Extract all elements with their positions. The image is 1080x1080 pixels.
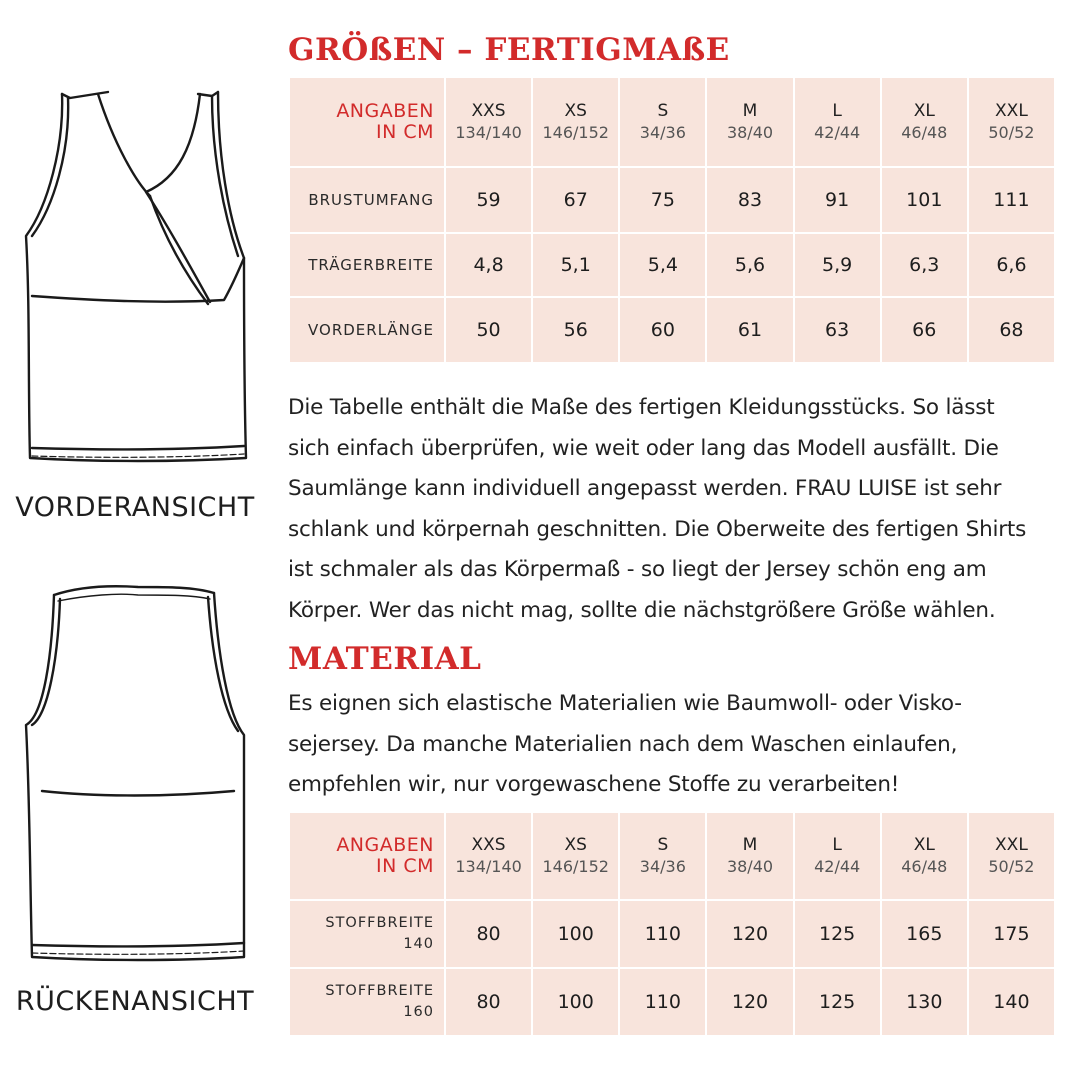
table-cell: 101 bbox=[882, 168, 967, 232]
table-cell: 6,3 bbox=[882, 234, 967, 296]
table-cell: 120 bbox=[707, 901, 792, 967]
table-cell: 50 bbox=[446, 298, 531, 362]
size-col-m bbox=[707, 78, 792, 166]
size-col-xxs bbox=[446, 813, 531, 899]
row-label-line-1: STOFFBREITE bbox=[325, 983, 434, 999]
fabric-table-corner bbox=[290, 813, 444, 899]
size-name: XL bbox=[913, 101, 935, 121]
table-row bbox=[290, 298, 1054, 362]
size-table bbox=[288, 76, 1056, 364]
size-range: 46/48 bbox=[901, 857, 948, 876]
table-cell: 100 bbox=[533, 969, 618, 1035]
row-label-traegerbreite: TRÄGERBREITE bbox=[290, 234, 444, 296]
row-label-brustumfang: BRUSTUMFANG bbox=[290, 168, 444, 232]
size-name: L bbox=[832, 101, 842, 121]
size-col-s bbox=[620, 813, 705, 899]
corner-line-1: ANGABEN bbox=[336, 100, 434, 122]
material-line: Es eignen sich elastische Materialien wie Baumwoll- oder Visko- bbox=[288, 691, 962, 716]
corner-line-1: ANGABEN bbox=[336, 834, 434, 856]
table-cell: 56 bbox=[533, 298, 618, 362]
description-paragraph bbox=[288, 388, 1063, 631]
size-range: 146/152 bbox=[542, 123, 609, 142]
table-cell: 60 bbox=[620, 298, 705, 362]
size-name: XXL bbox=[995, 101, 1028, 121]
row-label-line-2: 140 bbox=[403, 936, 434, 952]
size-col-xl bbox=[882, 813, 967, 899]
size-col-xs bbox=[533, 813, 618, 899]
table-cell: 175 bbox=[969, 901, 1054, 967]
size-name: S bbox=[657, 101, 669, 121]
table-cell: 5,6 bbox=[707, 234, 792, 296]
size-name: XXS bbox=[471, 101, 506, 121]
table-cell: 111 bbox=[969, 168, 1054, 232]
corner-line-2: IN CM bbox=[375, 121, 434, 143]
table-cell: 80 bbox=[446, 901, 531, 967]
size-range: 42/44 bbox=[814, 857, 861, 876]
size-table-header-row bbox=[290, 78, 1054, 166]
size-range: 46/48 bbox=[901, 123, 948, 142]
table-cell: 75 bbox=[620, 168, 705, 232]
table-cell: 100 bbox=[533, 901, 618, 967]
size-name: XS bbox=[564, 101, 587, 121]
size-range: 34/36 bbox=[639, 857, 686, 876]
row-label-stoffbreite-160 bbox=[290, 969, 444, 1035]
size-col-xxl bbox=[969, 78, 1054, 166]
row-label-vorderlaenge: VORDERLÄNGE bbox=[290, 298, 444, 362]
size-col-l bbox=[795, 78, 880, 166]
description-line: Körper. Wer das nicht mag, sollte die nächstgrößere Größe wählen. bbox=[288, 597, 996, 623]
size-range: 38/40 bbox=[726, 857, 774, 876]
table-cell: 63 bbox=[795, 298, 880, 362]
size-name: XXL bbox=[995, 835, 1028, 855]
table-cell: 165 bbox=[882, 901, 967, 967]
size-col-xxs bbox=[446, 78, 531, 166]
size-range: 34/36 bbox=[639, 123, 686, 142]
size-name: M bbox=[742, 101, 758, 121]
table-cell: 67 bbox=[533, 168, 618, 232]
size-range: 42/44 bbox=[814, 123, 861, 142]
table-cell: 130 bbox=[882, 969, 967, 1035]
table-cell: 91 bbox=[795, 168, 880, 232]
table-cell: 4,8 bbox=[446, 234, 531, 296]
table-cell: 125 bbox=[795, 901, 880, 967]
size-col-xl bbox=[882, 78, 967, 166]
size-name: M bbox=[742, 835, 758, 855]
table-cell: 5,4 bbox=[620, 234, 705, 296]
table-cell: 80 bbox=[446, 969, 531, 1035]
fabric-table-header-row bbox=[290, 813, 1054, 899]
table-cell: 5,9 bbox=[795, 234, 880, 296]
size-name: XL bbox=[913, 835, 935, 855]
row-label-stoffbreite-140 bbox=[290, 901, 444, 967]
description-line: schlank und körpernah geschnitten. Die Oberweite des fertigen Shirts bbox=[288, 516, 1027, 542]
table-row bbox=[290, 168, 1054, 232]
front-top-drawing bbox=[18, 86, 258, 481]
size-name: XXS bbox=[471, 835, 506, 855]
description-line: sich einfach überprüfen, wie weit oder lang das Modell ausfällt. Die bbox=[288, 435, 999, 461]
size-table-corner bbox=[290, 78, 444, 166]
table-cell: 140 bbox=[969, 969, 1054, 1035]
front-view-sketch bbox=[18, 86, 258, 481]
table-cell: 110 bbox=[620, 901, 705, 967]
table-cell: 125 bbox=[795, 969, 880, 1035]
size-col-xs bbox=[533, 78, 618, 166]
fabric-table bbox=[288, 811, 1056, 1037]
size-range: 134/140 bbox=[455, 857, 522, 876]
description-line: ist schmaler als das Körpermaß - so liegt der Jersey schön eng am bbox=[288, 557, 987, 582]
table-row bbox=[290, 901, 1054, 967]
corner-line-2: IN CM bbox=[375, 855, 434, 877]
table-row bbox=[290, 234, 1054, 296]
size-range: 50/52 bbox=[988, 123, 1035, 142]
size-name: L bbox=[832, 835, 842, 855]
table-cell: 59 bbox=[446, 168, 531, 232]
back-view-sketch bbox=[18, 575, 258, 975]
table-cell: 110 bbox=[620, 969, 705, 1035]
table-cell: 6,6 bbox=[969, 234, 1054, 296]
size-range: 134/140 bbox=[455, 123, 522, 142]
table-cell: 61 bbox=[707, 298, 792, 362]
row-label-line-1: STOFFBREITE bbox=[325, 915, 434, 931]
table-cell: 120 bbox=[707, 969, 792, 1035]
table-cell: 83 bbox=[707, 168, 792, 232]
size-range: 50/52 bbox=[988, 857, 1035, 876]
row-label-line-2: 160 bbox=[403, 1004, 434, 1020]
size-col-l bbox=[795, 813, 880, 899]
size-col-m bbox=[707, 813, 792, 899]
material-line: sejersey. Da manche Materialien nach dem Waschen einlaufen, bbox=[288, 731, 958, 757]
size-col-s bbox=[620, 78, 705, 166]
material-line: empfehlen wir, nur vorgewaschene Stoffe zu verarbeiten! bbox=[288, 772, 900, 797]
size-name: XS bbox=[564, 835, 587, 855]
size-name: S bbox=[657, 835, 669, 855]
size-col-xxl bbox=[969, 813, 1054, 899]
table-row bbox=[290, 969, 1054, 1035]
table-cell: 5,1 bbox=[533, 234, 618, 296]
size-range: 146/152 bbox=[542, 857, 609, 876]
sizes-heading: GRÖßEN – FERTIGMAßE bbox=[288, 32, 730, 68]
front-view-label: VORDERANSICHT bbox=[15, 492, 255, 523]
table-cell: 66 bbox=[882, 298, 967, 362]
table-cell: 68 bbox=[969, 298, 1054, 362]
back-top-drawing bbox=[18, 575, 258, 975]
back-view-label: RÜCKENANSICHT bbox=[15, 986, 255, 1017]
size-range: 38/40 bbox=[726, 123, 774, 142]
description-line: Saumlänge kann individuell angepasst werden. FRAU LUISE ist sehr bbox=[288, 476, 1002, 501]
material-heading: MATERIAL bbox=[288, 641, 482, 677]
material-paragraph bbox=[288, 684, 1063, 806]
description-line: Die Tabelle enthält die Maße des fertigen Kleidungsstücks. So lässt bbox=[288, 395, 995, 420]
